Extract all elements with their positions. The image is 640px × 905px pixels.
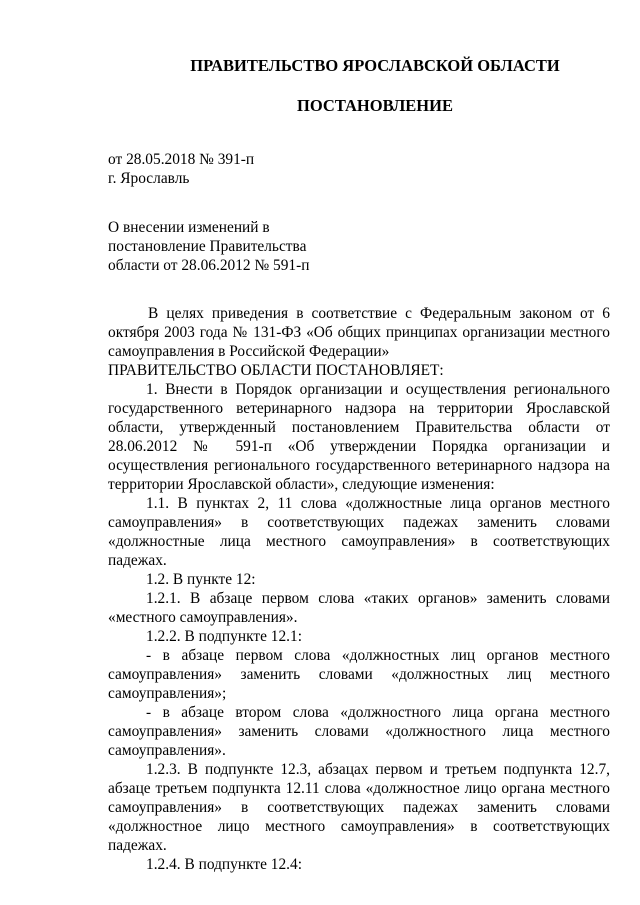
paragraph: 1.2. В пункте 12: [146, 571, 256, 588]
subject-line: области от 28.06.2012 № 591-п [108, 257, 310, 274]
document-meta [108, 150, 254, 188]
paragraph: - в абзаце первом слова «должностных лиц органов местного самоуправления» заменить словами «должностных лиц местного самоуправления»; [108, 647, 610, 702]
paragraph: 1. Внести в Порядок организации и осуществления регионального государственного ветеринарного надзора на территории Ярославской области, утвержденный постановлением Правительства области от 28.06.2012 № 591-п «Об утверждении Порядка организации и осуществления регионального государственного ветеринарного надзора на территории Ярославской области», следующие изменения: [108, 381, 610, 493]
paragraph: 1.2.3. В подпункте 12.3, абзацах первом и третьем подпункта 12.7, абзаце третьем подпункта 12.11 слова «должностное лицо органа местного самоуправления» в соответствующих падежах заменить словами «должностное лицо местного самоуправления» в соответствующих падежах. [108, 761, 610, 854]
paragraph: 1.2.1. В абзаце первом слова «таких органов» заменить словами «местного самоуправления». [108, 590, 610, 626]
document-type-heading: ПОСТАНОВЛЕНИЕ [297, 96, 453, 115]
subject-line: О внесении изменений в [108, 219, 270, 236]
government-heading: ПРАВИТЕЛЬСТВО ЯРОСЛАВСКОЙ ОБЛАСТИ [190, 56, 560, 75]
paragraph: 1.2.4. В подпункте 12.4: [146, 856, 302, 873]
paragraph: 1.1. В пунктах 2, 11 слова «должностные лица органов местного самоуправления» в соответствующих падежах заменить словами «должностные лица местного самоуправления» в соответствующих падежах. [108, 495, 610, 569]
date-number: от 28.05.2018 № 391-п [108, 151, 255, 168]
resolves-line: ПРАВИТЕЛЬСТВО ОБЛАСТИ ПОСТАНОВЛЯЕТ: [108, 362, 444, 379]
paragraph: - в абзаце втором слова «должностного лица органа местного самоуправления» заменить словами «должностного лица местного самоуправления». [108, 704, 610, 759]
document-subject [108, 218, 309, 275]
preamble-paragraph: В целях приведения в соответствие с Федеральным законом от 6 октября 2003 года № 131-ФЗ «Об общих принципах организации местного самоуправления в Российской Федерации» [108, 305, 610, 360]
subject-line: постановление Правительства [108, 238, 307, 255]
paragraph: 1.2.2. В подпункте 12.1: [146, 628, 302, 645]
document-body [108, 304, 610, 874]
city: г. Ярославль [108, 170, 190, 187]
